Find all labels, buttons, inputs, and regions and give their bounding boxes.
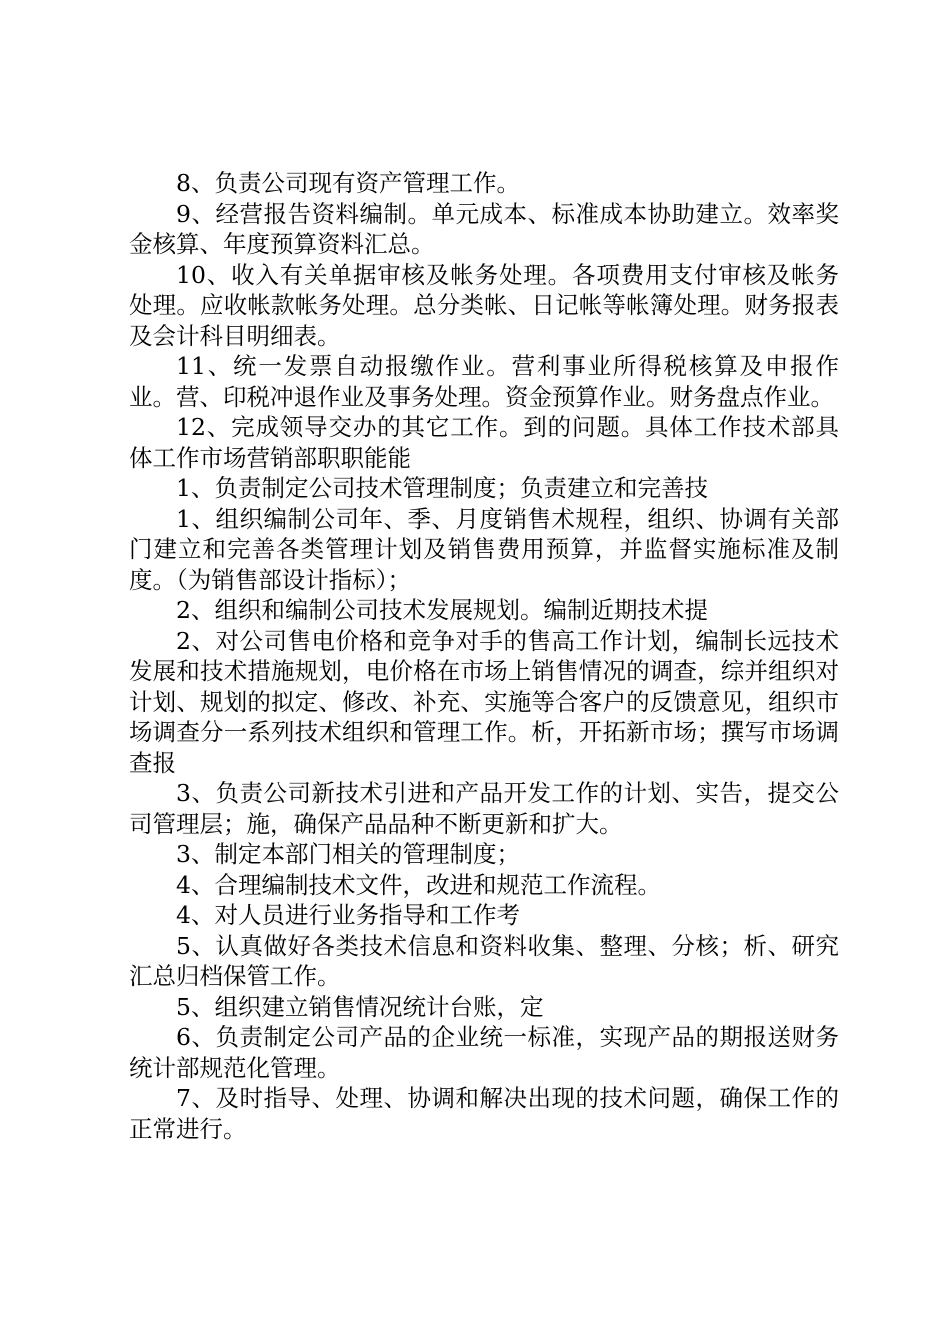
paragraph-item-9: 9、经营报告资料编制。单元成本、标准成本协助建立。效率奖金核算、年度预算资料汇总。 [129, 199, 839, 258]
paragraph-tech-5: 5、认真做好各类技术信息和资料收集、整理、分核；析、研究汇总归档保管工作。 [129, 931, 839, 990]
paragraph-sales-4: 4、对人员进行业务指导和工作考 [176, 901, 520, 929]
paragraph-tech-7: 7、及时指导、处理、协调和解决出现的技术问题，确保工作的正常进行。 [129, 1084, 839, 1143]
paragraph-sales-3: 3、制定本部门相关的管理制度； [176, 840, 520, 868]
paragraph-tech-6: 6、负责制定公司产品的企业统一标准，实现产品的期报送财务统计部规范化管理。 [129, 1023, 839, 1082]
paragraph-tech-2: 2、组织和编制公司技术发展规划。编制近期技术提 [176, 596, 708, 624]
paragraph-tech-3: 3、负责公司新技术引进和产品开发工作的计划、实告，提交公司管理层；施，确保产品品种不断更新和扩大。 [129, 779, 839, 838]
document-page [129, 168, 839, 1144]
paragraph-sales-1: 1、组织编制公司年、季、月度销售术规程，组织、协调有关部门建立和完善各类管理计划及销售费用预算，并监督实施标准及制度。（为销售部设计指标）； [129, 504, 839, 594]
paragraph-item-11: 11、统一发票自动报缴作业。营利事业所得税核算及申报作业。营、印税冲退作业及事务处理。资金预算作业。财务盘点作业。 [129, 352, 839, 411]
paragraph-sales-2: 2、对公司售电价格和竞争对手的售高工作计划，编制长远技术发展和技术措施规划，电价格在市场上销售情况的调查，综并组织对计划、规划的拟定、修改、补充、实施等合客户的反馈意见，组织市场调查分一系列技术组织和管理工作。析，开拓新市场；撰写市场调查报 [129, 626, 839, 777]
paragraph-item-10: 10、收入有关单据审核及帐务处理。各项费用支付审核及帐务处理。应收帐款帐务处理。总分类帐、日记帐等帐簿处理。财务报表及会计科目明细表。 [129, 260, 839, 350]
paragraph-item-12: 12、完成领导交办的其它工作。到的问题。具体工作技术部具体工作市场营销部职职能能 [129, 413, 839, 472]
paragraph-tech-1: 1、负责制定公司技术管理制度；负责建立和完善技 [176, 474, 708, 502]
paragraph-item-8: 8、负责公司现有资产管理工作。 [176, 169, 520, 197]
paragraph-tech-4: 4、合理编制技术文件，改进和规范工作流程。 [176, 870, 661, 899]
paragraph-sales-5: 5、组织建立销售情况统计台账，定 [176, 992, 544, 1021]
